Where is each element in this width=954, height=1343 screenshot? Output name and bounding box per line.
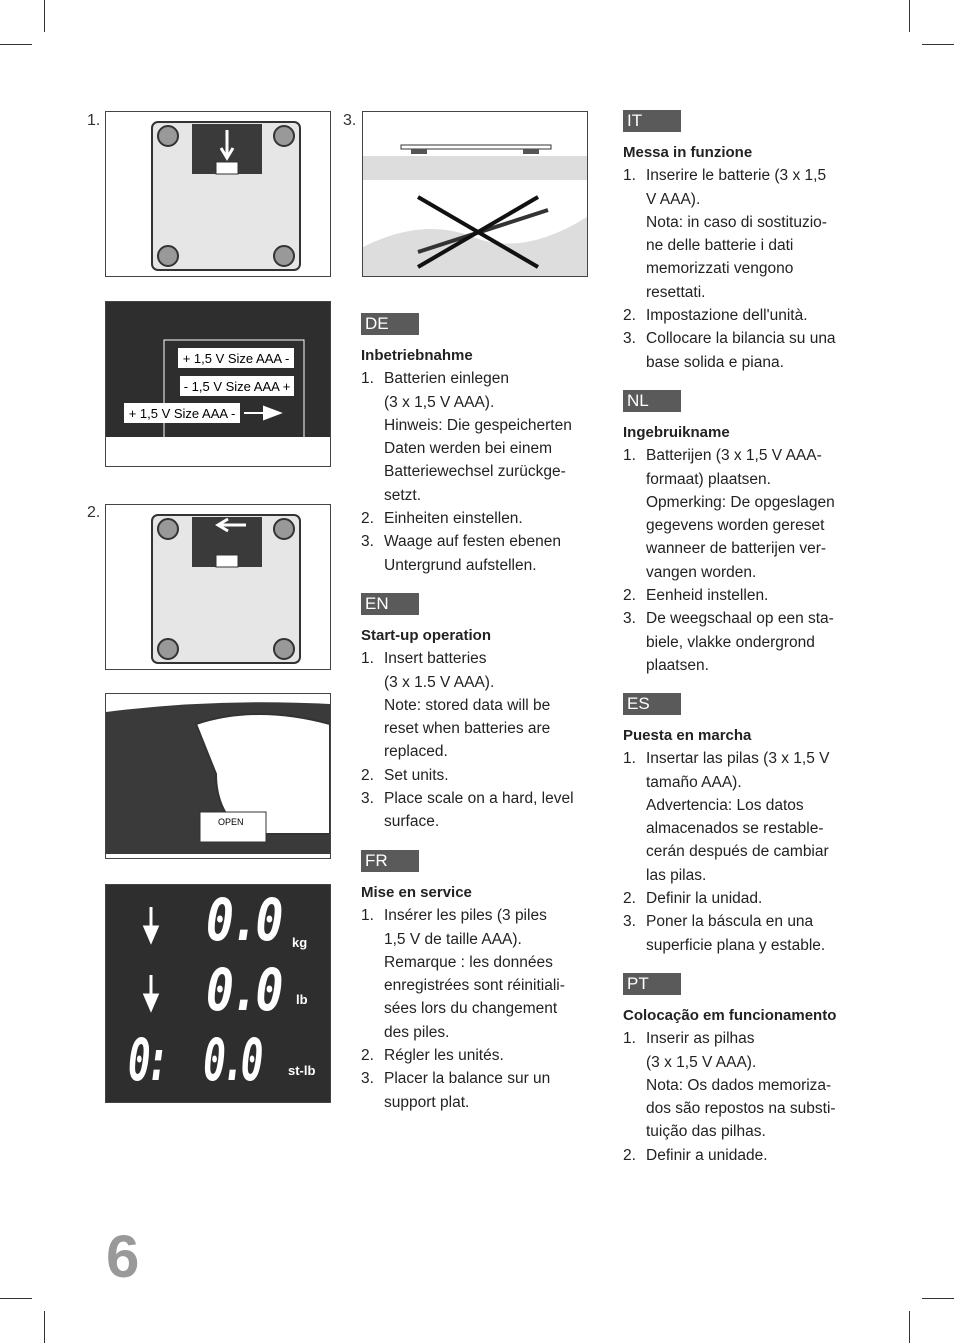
item-number: 3.	[361, 533, 374, 551]
language-badge: FR	[361, 850, 419, 872]
figure-number: 3.	[343, 112, 357, 129]
item-number: 1.	[623, 447, 636, 465]
item-text: Batteriewechsel zurückge-	[384, 463, 566, 481]
language-badge: DE	[361, 313, 419, 335]
unit-lb: lb	[296, 992, 308, 1007]
item-text: (3 x 1,5 V AAA).	[646, 1053, 757, 1071]
page-number: 6	[106, 1223, 140, 1290]
item-text: (3 x 1,5 V AAA).	[384, 393, 495, 411]
item-text: Batterien einlegen	[384, 370, 509, 388]
item-text: des piles.	[384, 1023, 450, 1041]
section-pt	[623, 973, 873, 1167]
crop-mark	[44, 0, 45, 32]
item-text: vangen worden.	[646, 563, 757, 581]
item-number: 1.	[361, 907, 374, 925]
language-badge: PT	[623, 973, 681, 995]
item-text: memorizzati vengono	[646, 260, 794, 278]
item-text: base solida e piana.	[646, 353, 784, 371]
item-text: wanneer de batterijen ver-	[646, 540, 827, 558]
item-number: 2.	[361, 766, 374, 784]
item-text: Batterijen (3 x 1,5 V AAA-	[646, 447, 822, 465]
item-text: dos são repostos na substi-	[646, 1100, 836, 1118]
item-text: support plat.	[384, 1093, 470, 1111]
item-text: Opmerking: De opgeslagen	[646, 493, 835, 511]
crop-mark	[922, 1298, 954, 1299]
figure-number: 2.	[87, 504, 101, 521]
item-text: Inserire le batterie (3 x 1,5	[646, 167, 827, 185]
battery-label: + 1,5 V Size AAA -	[182, 351, 290, 366]
section-title: Start-up operation	[361, 627, 491, 644]
scale-underside-figure	[105, 504, 331, 670]
list-item	[623, 327, 873, 374]
list-item	[623, 304, 873, 327]
item-text: Poner la báscula en una	[646, 913, 814, 931]
section-en	[361, 593, 611, 834]
list-item	[623, 584, 873, 607]
item-text: (3 x 1.5 V AAA).	[384, 673, 495, 691]
section-de	[361, 313, 611, 577]
item-text: Inserir as pilhas	[646, 1030, 755, 1048]
list-item	[623, 164, 873, 304]
item-text: cerán después de cambiar	[646, 843, 829, 861]
battery-insertion-figure	[105, 301, 331, 467]
item-number: 2.	[623, 1146, 636, 1164]
language-badge: NL	[623, 390, 681, 412]
item-number: 2.	[623, 890, 636, 908]
item-text: formaat) plaatsen.	[646, 470, 771, 488]
list-item	[361, 764, 611, 787]
item-text: Insérer les piles (3 piles	[384, 907, 547, 925]
section-title: Inbetriebnahme	[361, 347, 473, 364]
item-text: almacenados se restable-	[646, 820, 824, 838]
list-item	[623, 747, 873, 887]
item-text: 1,5 V de taille AAA).	[384, 930, 522, 948]
item-number: 2.	[623, 587, 636, 605]
item-text: biele, vlakke ondergrond	[646, 633, 815, 651]
scale-underside-figure	[105, 111, 331, 277]
item-text: Insertar las pilas (3 x 1,5 V	[646, 750, 830, 768]
crop-mark	[0, 1298, 32, 1299]
figure-number: 1.	[87, 112, 101, 129]
list-item	[623, 910, 873, 957]
item-number: 3.	[361, 790, 374, 808]
item-text: surface.	[384, 813, 440, 831]
list-item	[361, 647, 611, 763]
list-item	[361, 530, 611, 577]
list-item	[361, 367, 611, 507]
item-text: Daten werden bei einem	[384, 440, 553, 458]
item-text: Advertencia: Los datos	[646, 796, 804, 814]
item-text: Eenheid instellen.	[646, 587, 769, 605]
item-text: resettati.	[646, 283, 706, 301]
section-title: Colocação em funcionamento	[623, 1007, 837, 1024]
section-title: Ingebruikname	[623, 424, 730, 441]
item-number: 3.	[623, 610, 636, 628]
item-text: Set units.	[384, 766, 449, 784]
item-number: 1.	[361, 370, 374, 388]
list-item	[361, 1044, 611, 1067]
item-text: las pilas.	[646, 866, 707, 884]
item-text: Nota: Os dados memoriza-	[646, 1076, 832, 1094]
item-text: enregistrées sont réinitiali-	[384, 977, 565, 995]
item-text: ne delle batterie i dati	[646, 237, 794, 255]
item-text: Nota: in caso di sostituzio-	[646, 213, 827, 231]
section-title: Mise en service	[361, 884, 472, 901]
item-text: Insert batteries	[384, 650, 487, 668]
list-item	[361, 787, 611, 834]
item-text: Collocare la bilancia su una	[646, 330, 836, 348]
crop-mark	[44, 1311, 45, 1343]
item-number: 3.	[623, 330, 636, 348]
item-number: 1.	[623, 167, 636, 185]
crop-mark	[909, 1311, 910, 1343]
item-text: Placer la balance sur un	[384, 1070, 551, 1088]
open-label: OPEN	[218, 817, 244, 827]
item-text: Note: stored data will be	[384, 696, 551, 714]
unit-st-lb: st-lb	[288, 1063, 316, 1078]
item-text: tuição das pilhas.	[646, 1123, 766, 1141]
list-item	[623, 1027, 873, 1143]
unit-kg: kg	[292, 935, 308, 950]
lcd-reading-kg: 0.0	[206, 886, 281, 954]
item-text: Definir la unidad.	[646, 890, 763, 908]
lcd-reading-stlb: 0: 0.0	[128, 1026, 260, 1094]
item-text: Definir a unidade.	[646, 1146, 768, 1164]
list-item	[623, 887, 873, 910]
item-text: superficie plana y estable.	[646, 936, 826, 954]
item-number: 3.	[361, 1070, 374, 1088]
item-number: 1.	[361, 650, 374, 668]
section-fr	[361, 850, 611, 1114]
battery-label: + 1,5 V Size AAA -	[128, 406, 236, 421]
list-item	[623, 1144, 873, 1167]
battery-label: - 1,5 V Size AAA +	[183, 379, 291, 394]
crop-mark	[909, 0, 910, 32]
item-text: Régler les unités.	[384, 1047, 504, 1065]
item-text: Impostazione dell'unità.	[646, 307, 808, 325]
lcd-reading-lb: 0.0	[206, 956, 281, 1024]
item-text: plaatsen.	[646, 656, 709, 674]
item-number: 2.	[623, 307, 636, 325]
item-text: Einheiten einstellen.	[384, 510, 523, 528]
section-title: Puesta en marcha	[623, 727, 752, 744]
item-text: Waage auf festen ebenen	[384, 533, 561, 551]
language-badge: ES	[623, 693, 681, 715]
item-text: V AAA).	[646, 190, 701, 208]
item-number: 2.	[361, 1047, 374, 1065]
section-it	[623, 110, 873, 374]
list-item	[623, 607, 873, 677]
item-text: gegevens worden gereset	[646, 517, 825, 535]
list-item	[361, 904, 611, 1044]
item-number: 1.	[623, 1030, 636, 1048]
list-item	[361, 507, 611, 530]
scale-surface-figure	[362, 111, 588, 277]
item-text: Place scale on a hard, level	[384, 790, 574, 808]
list-item	[623, 444, 873, 584]
section-es	[623, 693, 873, 957]
language-badge: IT	[623, 110, 681, 132]
item-text: tamaño AAA).	[646, 773, 742, 791]
section-nl	[623, 390, 873, 677]
item-number: 2.	[361, 510, 374, 528]
section-title: Messa in funzione	[623, 144, 753, 161]
item-text: replaced.	[384, 743, 448, 761]
item-text: Hinweis: Die gespeicherten	[384, 416, 572, 434]
battery-cover-figure	[105, 693, 331, 859]
item-text: setzt.	[384, 486, 422, 504]
crop-mark	[922, 44, 954, 45]
item-text: Untergrund aufstellen.	[384, 556, 537, 574]
item-text: sées lors du changement	[384, 1000, 558, 1018]
item-number: 3.	[623, 913, 636, 931]
crop-mark	[0, 44, 32, 45]
item-text: Remarque : les données	[384, 953, 553, 971]
language-badge: EN	[361, 593, 419, 615]
list-item	[361, 1067, 611, 1114]
item-text: reset when batteries are	[384, 720, 551, 738]
lcd-display-figure	[105, 884, 331, 1103]
item-text: De weegschaal op een sta-	[646, 610, 834, 628]
item-number: 1.	[623, 750, 636, 768]
